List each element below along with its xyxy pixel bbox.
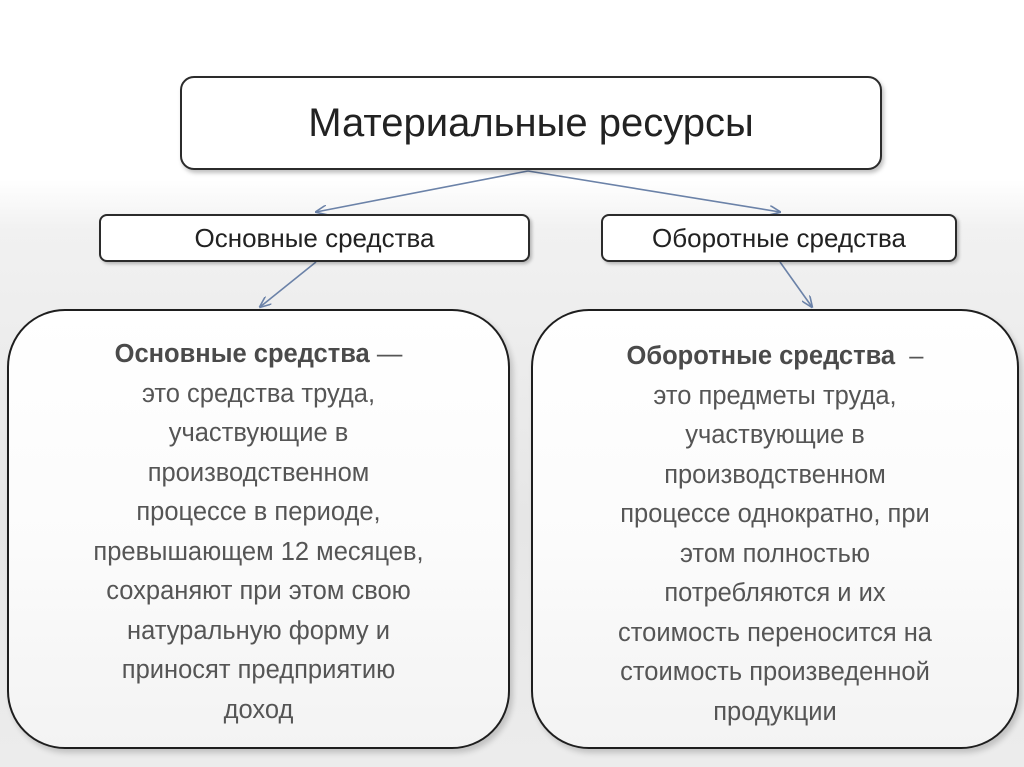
definition-dash: —: [369, 340, 403, 368]
branch-box-current-assets: [601, 214, 957, 262]
arrow-root-to-right: [528, 171, 780, 212]
definition-line: стоимость переносится на: [618, 618, 932, 647]
definition-line: это средства труда,: [141, 379, 376, 408]
definition-box-current-assets: [531, 309, 1019, 749]
definition-line: сохраняют при этом свою: [106, 577, 411, 605]
definition-line: это предметы труда,: [653, 381, 897, 410]
definition-line: производственном: [664, 460, 886, 489]
root-node-box: [180, 76, 882, 170]
definition-box-fixed-assets: [7, 309, 510, 749]
definition-term: Оборотные средства: [626, 342, 896, 370]
arrow-left-to-definition: [260, 262, 316, 307]
definition-line: приносят предприятию: [121, 656, 396, 684]
arrow-right-to-definition: [780, 262, 812, 307]
definition-line: натуральную форму и: [127, 616, 390, 645]
definition-line: производственном: [147, 458, 370, 487]
definition-line: участвующие в: [685, 421, 865, 449]
arrow-root-to-left: [316, 171, 528, 212]
definition-line: стоимость произведенной: [620, 658, 930, 686]
definition-heading: [533, 337, 1017, 377]
definition-heading: [9, 335, 508, 375]
branch-label-current-assets: Оборотные средства: [652, 222, 906, 253]
definition-line: продукции: [713, 697, 837, 726]
definition-dash: –: [895, 342, 924, 370]
definition-line: этом полностью: [679, 539, 871, 568]
definition-line: процессе в периоде,: [136, 498, 381, 526]
root-node-label: Материальные ресурсы: [308, 100, 754, 145]
definition-line: потребляются и их: [664, 579, 886, 607]
definition-line: доход: [223, 695, 294, 724]
definition-line: участвующие в: [168, 419, 349, 447]
definition-term: Основные средства: [114, 340, 370, 368]
definition-line: превышающем 12 месяцев,: [93, 537, 424, 566]
definition-line: процессе однократно, при: [620, 500, 930, 528]
branch-label-fixed-assets: Основные средства: [194, 222, 435, 253]
branch-box-fixed-assets: [99, 214, 530, 262]
